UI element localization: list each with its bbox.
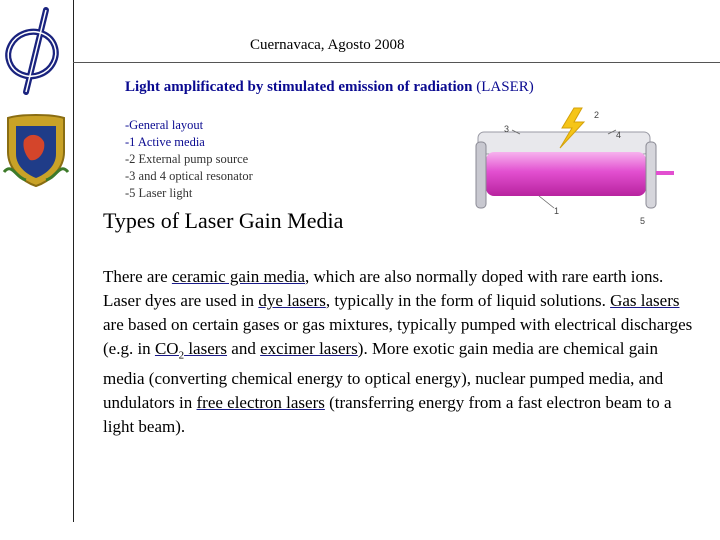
legend-item: -2 External pump source [125, 152, 249, 166]
header-divider [73, 62, 720, 63]
paragraph-text: There are [103, 267, 172, 286]
legend-item: -1 Active media [125, 135, 205, 149]
link-ceramic-gain-media[interactable]: ceramic gain media [171, 267, 305, 286]
unam-shield-icon [0, 112, 72, 188]
link-dye-lasers[interactable]: dye lasers [258, 291, 326, 310]
link-free-electron-lasers[interactable]: free electron lasers [196, 393, 325, 413]
label-5: 5 [640, 216, 646, 226]
paragraph-text: are based on certain gases or gas mixtures, typically pumped with electrical discharges (e.g. in [103, 315, 693, 358]
paragraph-text: , typically in the form of liquid solutions. [325, 291, 611, 310]
legend-item: -General layout [125, 118, 204, 132]
link-gas-lasers[interactable]: Gas lasers [610, 291, 680, 310]
label-2: 2 [594, 110, 600, 120]
label-4: 4 [616, 130, 622, 140]
vertical-divider [73, 0, 74, 522]
diagram-legend [125, 117, 253, 202]
label-1: 1 [554, 206, 560, 216]
paragraph-text: , which are also normally doped with rare earth ions. Laser dyes are used in [103, 267, 664, 310]
output-mirror [646, 142, 656, 208]
institute-logo-icon [2, 4, 68, 96]
definition-text: Light amplificated by stimulated emission of radiation [125, 79, 473, 95]
legend-item: -3 and 4 optical resonator [125, 169, 253, 183]
active-media-tube [486, 152, 646, 196]
co2-main: CO [154, 339, 179, 358]
location-date: Cuernavaca, Agosto 2008 [250, 37, 405, 53]
paragraph-text: (transferring energy from a fast electron beam to a light beam). [103, 393, 672, 437]
link-excimer-lasers[interactable]: excimer lasers [260, 339, 358, 358]
body-paragraph [103, 265, 703, 439]
section-heading: Types of Laser Gain Media [103, 208, 344, 233]
laser-diagram [464, 104, 674, 232]
link-co2-lasers[interactable] [154, 339, 228, 362]
co2-subscript: 2 [178, 349, 185, 362]
definition-acronym: (LASER) [476, 79, 534, 95]
label-3: 3 [504, 124, 510, 134]
rear-mirror [476, 142, 486, 208]
co2-end: lasers [184, 339, 228, 358]
laser-beam [656, 171, 674, 175]
paragraph-text: and [227, 339, 261, 358]
laser-definition [125, 79, 534, 96]
paragraph-text: ). More exotic gain media are chemical gain media (converting chemical energy to optical energy), nuclear pumped media, and undulators in [103, 339, 664, 413]
legend-item: -5 Laser light [125, 186, 193, 200]
